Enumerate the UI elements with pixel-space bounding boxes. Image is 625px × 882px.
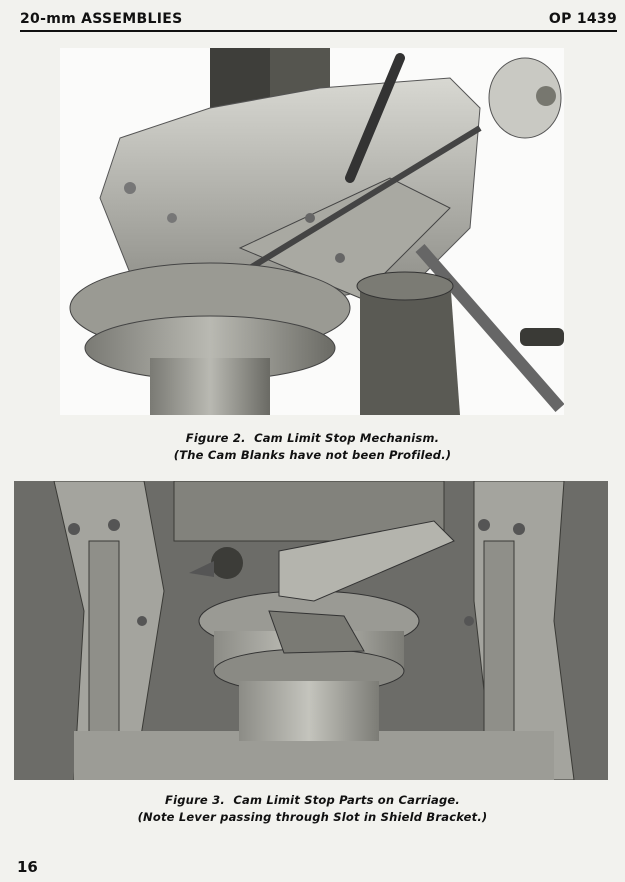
section-title: 20-mm ASSEMBLIES — [20, 11, 183, 27]
figure-2-title: Cam Limit Stop Mechanism. — [254, 431, 440, 445]
publication-code: OP 1439 — [548, 11, 617, 27]
figure-3-photo — [14, 481, 608, 780]
figure-3-caption — [0, 792, 625, 826]
page-number: 16 — [17, 858, 38, 876]
figure-2-caption — [0, 430, 625, 464]
figure-3-caption-line1 — [0, 792, 625, 809]
figure-2-label: Figure 2. — [185, 431, 246, 445]
figure-2-photo — [60, 48, 564, 415]
figure-3-title: Cam Limit Stop Parts on Carriage. — [233, 793, 460, 807]
figure-3-note: (Note Lever passing through Slot in Shield Bracket.) — [137, 810, 488, 824]
figure-2-note: (The Cam Blanks have not been Profiled.) — [173, 448, 452, 462]
figure-3-label: Figure 3. — [165, 793, 225, 807]
running-header — [20, 7, 617, 32]
cam-limit-stop-mechanism-illustration — [60, 48, 564, 415]
cam-limit-stop-parts-illustration — [14, 481, 608, 780]
figure-2-caption-line1 — [0, 430, 625, 447]
